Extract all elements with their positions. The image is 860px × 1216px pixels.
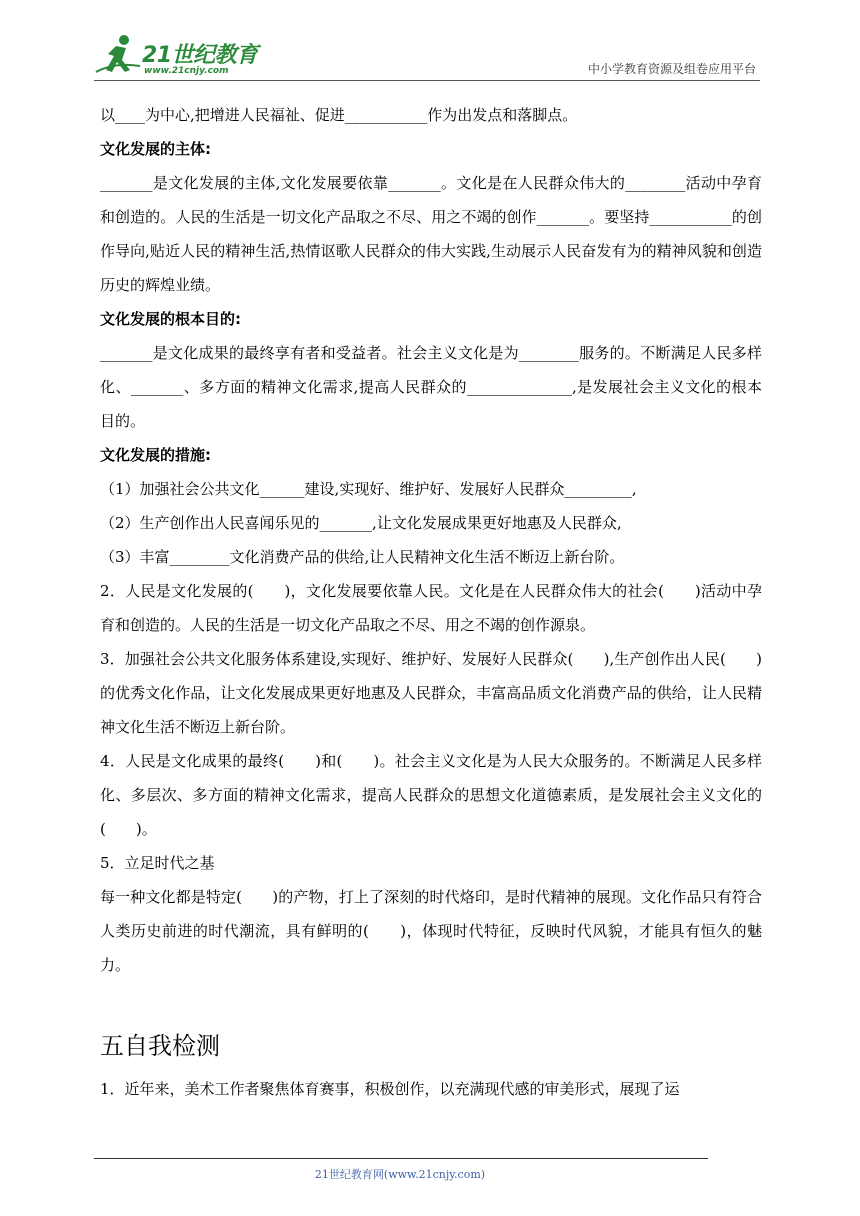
runner-logo-icon xyxy=(94,32,142,78)
paragraph: 2．人民是文化发展的( )，文化发展要依靠人民。文化是在人民群众伟大的社会( )活动中孕育和创造的。人民的生活是一切文化产品取之不尽、用之不竭的创作源泉。 xyxy=(100,582,762,634)
list-item: （1）加强社会公共文化______建设,实现好、维护好、发展好人民群众_________, xyxy=(100,480,637,498)
paragraph: 4．人民是文化成果的最终( )和( )。社会主义文化是为人民大众服务的。不断满足人民多样化、多层次、多方面的精神文化需求，提高人民群众的思想文化道德素质，是发展社会主义文化的( )。 xyxy=(100,752,762,838)
subheading: 文化发展的主体: xyxy=(100,140,211,158)
document-body xyxy=(100,98,762,1106)
list-item: （2）生产创作出人民喜闻乐见的_______,让文化发展成果更好地惠及人民群众, xyxy=(100,514,622,532)
paragraph: 5．立足时代之基 xyxy=(100,854,215,872)
logo-url: www.21cnjy.com xyxy=(144,66,229,76)
question: 1．近年来，美术工作者聚焦体育赛事，积极创作，以充满现代感的审美形式，展现了运 xyxy=(100,1080,680,1098)
section-title: 五自我检测 xyxy=(100,1032,220,1060)
paragraph: 每一种文化都是特定( )的产物，打上了深刻的时代烙印，是时代精神的展现。文化作品只有符合人类历史前进的时代潮流，具有鲜明的( )，体现时代特征，反映时代风貌，才能具有恒久的魅力。 xyxy=(100,888,762,974)
subheading: 文化发展的根本目的: xyxy=(100,310,241,328)
page-header xyxy=(94,26,760,82)
paragraph: 以____为中心,把增进人民福祉、促进___________作为出发点和落脚点。 xyxy=(100,106,578,124)
list-item: （3）丰富________文化消费产品的供给,让人民精神文化生活不断迈上新台阶。 xyxy=(100,548,625,566)
logo xyxy=(94,32,269,80)
paragraph: _______是文化成果的最终享有者和受益者。社会主义文化是为________服务的。不断满足人民多样化、_______、多方面的精神文化需求,提高人民群众的______________,是发展社会主义文化的根本目的。 xyxy=(100,344,762,430)
logo-text: 21世纪教育 xyxy=(142,43,258,68)
platform-name: 中小学教育资源及组卷应用平台 xyxy=(587,62,756,76)
subheading: 文化发展的措施: xyxy=(100,446,211,464)
footer-divider xyxy=(94,1158,708,1159)
footer-text: 21世纪教育网(www.21cnjy.com) xyxy=(314,1168,486,1181)
header-divider xyxy=(94,80,760,81)
paragraph: _______是文化发展的主体,文化发展要依靠_______。文化是在人民群众伟大的________活动中孕育和创造的。人民的生活是一切文化产品取之不尽、用之不竭的创作_______。要坚持___________的创作导向,贴近人民的精神生活,热情讴歌人民群众的伟大实践,生动展示人民奋发有为的精神风貌和创造历史的辉煌业绩。 xyxy=(100,174,762,294)
paragraph: 3．加强社会公共文化服务体系建设,实现好、维护好、发展好人民群众( ),生产创作出人民( )的优秀文化作品，让文化发展成果更好地惠及人民群众，丰富高品质文化消费产品的供给，让人民精神文化生活不断迈上新台阶。 xyxy=(100,650,762,736)
